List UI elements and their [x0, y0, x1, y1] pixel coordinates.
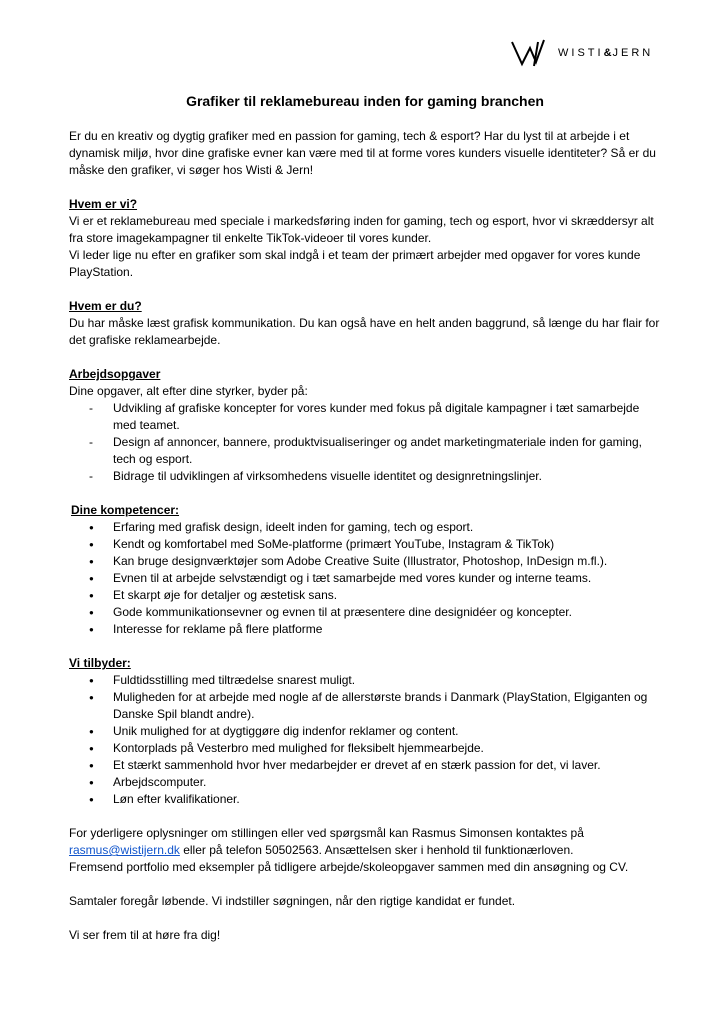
skills-list	[69, 519, 661, 638]
contact-line-2	[69, 842, 661, 859]
list-item: ● Løn efter kvalifikationer.	[69, 791, 661, 808]
list-item: - Bidrage til udviklingen af virksomhedens visuelle identitet og designretningslinjer.	[69, 468, 661, 485]
who-you-are-text: Du har måske læst grafisk kommunikation. Du kan også have en helt anden baggrund, så længe du har flair for det grafiske reklamearbejde.	[69, 316, 660, 347]
list-item: ● Gode kommunikationsevner og evnen til at præsentere dine designidéer og koncepter.	[69, 604, 661, 621]
interviews-text: Samtaler foregår løbende. Vi indstiller søgningen, når den rigtige kandidat er fundet.	[69, 894, 516, 908]
closing-text: Vi ser frem til at høre fra dig!	[69, 928, 221, 942]
list-item: ● Evnen til at arbejde selvstændigt og i tæt samarbejde med vores kunder og interne teams.	[69, 570, 661, 587]
list-item: ● Interesse for reklame på flere platforme	[69, 621, 661, 638]
offer-heading: Vi tilbyder:	[69, 656, 131, 670]
email-link[interactable]: rasmus@wistijern.dk	[69, 843, 180, 857]
tasks-lead: Dine opgaver, alt efter dine styrker, byder på:	[69, 384, 308, 398]
tasks-list	[69, 400, 661, 485]
list-item: ● Et stærkt sammenhold hvor hver medarbejder er drevet af en stærk passion for det, vi laver.	[69, 757, 661, 774]
list-item: ● Muligheden for at arbejde med nogle af de allerstørste brands i Danmark (PlayStation, Elgiganten og Danske Spil blandt andre).	[69, 689, 661, 723]
wj-logo-icon	[510, 38, 548, 68]
list-item: ● Et skarpt øje for detaljer og æstetisk sans.	[69, 587, 661, 604]
contact-line-3: Fremsend portfolio med eksempler på tidligere arbejde/skoleopgaver sammen med din ansøgning og CV.	[69, 860, 629, 874]
intro-paragraph: Er du en kreativ og dygtig grafiker med en passion for gaming, tech & esport? Har du lyst til at arbejde i et dynamisk miljø, hvor dine grafiske evner kan være med til at forme vores kunders visuelle identiteter? Så er du måske den grafiker, vi søger hos Wisti & Jern!	[69, 129, 656, 177]
contact-line-1: For yderligere oplysninger om stillingen eller ved spørgsmål kan Rasmus Simonsen kontaktes på	[69, 826, 584, 840]
skills-heading: Dine kompetencer:	[71, 503, 180, 517]
who-we-are-heading: Hvem er vi?	[69, 197, 138, 211]
logo-wordmark: WISTI&JERN	[558, 47, 654, 59]
company-logo	[510, 38, 653, 68]
tasks-heading: Arbejdsopgaver	[69, 367, 161, 381]
list-item: ● Unik mulighed for at dygtiggøre dig indenfor reklamer og content.	[69, 723, 661, 740]
list-item: ● Kontorplads på Vesterbro med mulighed for fleksibelt hjemmearbejde.	[69, 740, 661, 757]
offer-list	[69, 672, 661, 808]
list-item: ● Kendt og komfortabel med SoMe-platforme (primært YouTube, Instagram & TikTok)	[69, 536, 661, 553]
list-item: - Design af annoncer, bannere, produktvisualiseringer og andet marketingmateriale inden for gaming, tech og esport.	[69, 434, 661, 468]
document-body	[69, 92, 661, 944]
list-item: ● Arbejdscomputer.	[69, 774, 661, 791]
who-you-are-heading: Hvem er du?	[69, 299, 142, 313]
who-we-are-text-1: Vi er et reklamebureau med speciale i markedsføring inden for gaming, tech og esport, hvor vi skræddersyr alt fra store imagekampagner til enkelte TikTok-videoer til vores kunder.	[69, 214, 654, 245]
who-we-are-text-2: Vi leder lige nu efter en grafiker som skal indgå i et team der primært arbejder med opgaver for vores kunde PlayStation.	[69, 248, 641, 279]
list-item: ● Fuldtidsstilling med tiltrædelse snarest muligt.	[69, 672, 661, 689]
contact-line-2-rest: eller på telefon 50502563. Ansættelsen sker i henhold til funktionærloven.	[179, 843, 574, 857]
list-item: ● Erfaring med grafisk design, ideelt inden for gaming, tech og esport.	[69, 519, 661, 536]
list-item: - Udvikling af grafiske koncepter for vores kunder med fokus på digitale kampagner i tæt samarbejde med teamet.	[69, 400, 661, 434]
page-title: Grafiker til reklamebureau inden for gaming branchen	[186, 93, 544, 109]
list-item: ● Kan bruge designværktøjer som Adobe Creative Suite (Illustrator, Photoshop, InDesign m.fl.).	[69, 553, 661, 570]
